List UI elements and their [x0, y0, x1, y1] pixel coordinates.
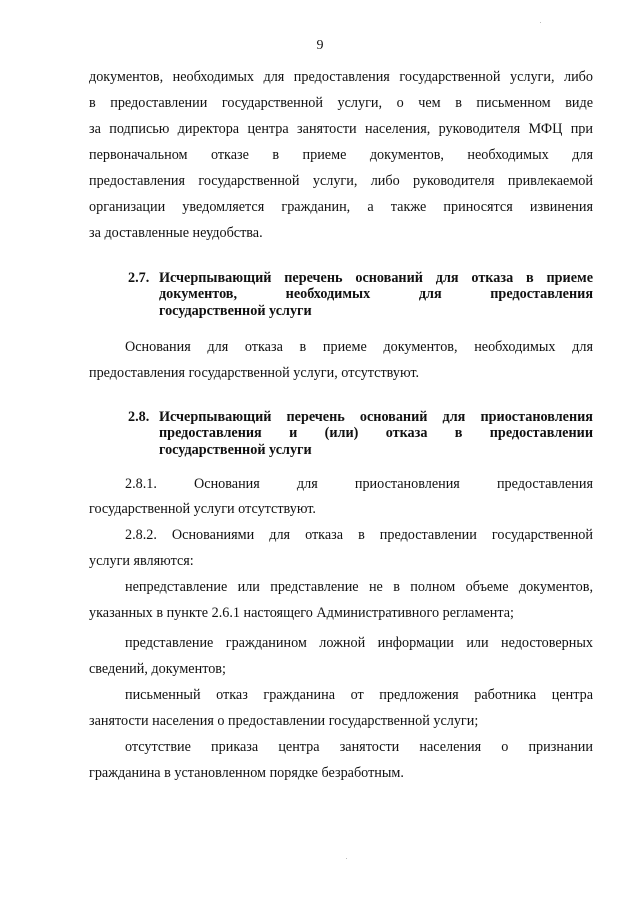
section-2-7-body-line: предоставления государственной услуги, отсутствуют.	[89, 365, 420, 381]
list-item-continuation: указанных в пункте 2.6.1 настоящего Административного регламента;	[89, 605, 514, 621]
intro-line: в предоставлении государственной услуги, о чем в письменном виде	[89, 95, 593, 111]
list-item: письменный отказ гражданина от предложения работника центра	[125, 687, 593, 703]
section-2-8-heading	[128, 409, 593, 458]
scan-speck	[346, 858, 347, 859]
heading-line: Исчерпывающий перечень оснований для отказа в приеме	[159, 270, 593, 286]
intro-line: организации уведомляется гражданин, а также приносятся извинения	[89, 199, 593, 215]
section-2-7-body-line: Основания для отказа в приеме документов, необходимых для	[125, 339, 593, 355]
list-item: представление гражданином ложной информации или недостоверных	[125, 635, 593, 651]
list-item-continuation: гражданина в установленном порядке безработным.	[89, 765, 404, 781]
heading-line: государственной услуги	[159, 441, 312, 458]
intro-line: документов, необходимых для предоставления государственной услуги, либо	[89, 69, 593, 85]
intro-line: предоставления государственной услуги, либо руководителя привлекаемой	[89, 173, 593, 189]
section-number: 2.8.	[128, 409, 150, 425]
paragraph-2-8-2-line: услуги являются:	[89, 553, 194, 569]
paragraph-2-8-1-line: государственной услуги отсутствуют.	[89, 501, 316, 517]
list-item-continuation: занятости населения о предоставлении государственной услуги;	[89, 713, 479, 729]
list-item: отсутствие приказа центра занятости населения о признании	[125, 739, 593, 755]
scan-speck	[540, 22, 541, 23]
page-number: 9	[316, 38, 324, 53]
intro-line: за подписью директора центра занятости населения, руководителя МФЦ при	[89, 121, 593, 137]
heading-line: Исчерпывающий перечень оснований для приостановления	[159, 409, 593, 425]
intro-line: первоначальном отказе в приеме документов, необходимых для	[89, 147, 593, 163]
intro-line: за доставленные неудобства.	[89, 225, 263, 241]
list-item: непредставление или представление не в полном объеме документов,	[125, 579, 593, 595]
paragraph-2-8-1-line: 2.8.1. Основания для приостановления предоставления	[125, 476, 593, 492]
section-2-7-heading	[128, 270, 593, 319]
section-number: 2.7.	[128, 270, 150, 286]
heading-line: государственной услуги	[159, 302, 312, 319]
list-item-continuation: сведений, документов;	[89, 661, 226, 677]
heading-line: документов, необходимых для предоставления	[159, 286, 593, 303]
heading-line: предоставления и (или) отказа в предоставлении	[159, 425, 593, 442]
paragraph-2-8-2-line: 2.8.2. Основаниями для отказа в предоставлении государственной	[125, 527, 593, 543]
